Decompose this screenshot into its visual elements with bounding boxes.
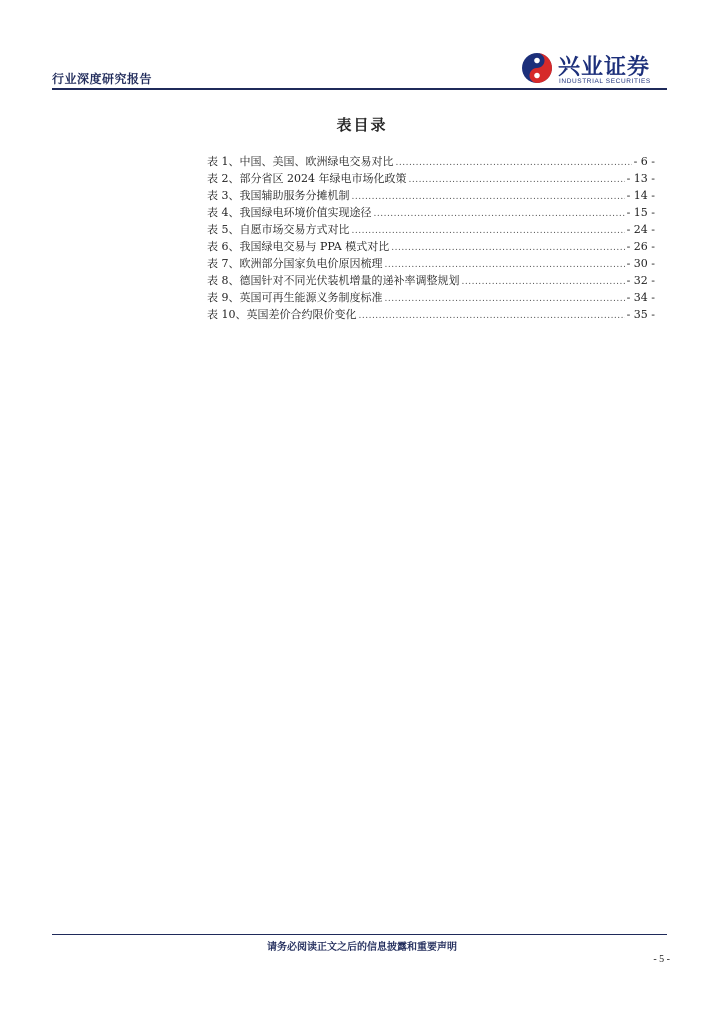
toc-leader-dots bbox=[396, 158, 632, 168]
toc-item-page: - 30 - bbox=[626, 257, 655, 270]
toc-item-label: 表 9、英国可再生能源义务制度标准 bbox=[207, 291, 383, 304]
toc-item-label: 表 7、欧洲部分国家负电价原因梳理 bbox=[207, 257, 383, 270]
toc-leader-dots bbox=[462, 277, 625, 287]
toc-item-page: - 26 - bbox=[626, 240, 655, 253]
toc-item-10[interactable] bbox=[207, 306, 655, 323]
toc-leader-dots bbox=[352, 226, 625, 236]
toc-item-label: 表 2、部分省区 2024 年绿电市场化政策 bbox=[207, 172, 407, 185]
toc-item-7[interactable] bbox=[207, 255, 655, 272]
toc-item-label: 表 6、我国绿电交易与 PPA 模式对比 bbox=[207, 240, 390, 253]
toc-title: 表目录 bbox=[336, 116, 388, 134]
toc-item-8[interactable] bbox=[207, 272, 655, 289]
toc-item-5[interactable] bbox=[207, 221, 655, 238]
toc-item-page: - 24 - bbox=[626, 223, 655, 236]
header-divider bbox=[52, 88, 667, 90]
toc-item-page: - 14 - bbox=[626, 189, 655, 202]
toc-item-page: - 13 - bbox=[626, 172, 655, 185]
toc-item-1[interactable] bbox=[207, 153, 655, 170]
company-name-cn: 兴业证券 bbox=[558, 55, 651, 80]
toc-item-label: 表 8、德国针对不同光伏装机增量的递补率调整规划 bbox=[207, 274, 460, 287]
toc-item-page: - 32 - bbox=[626, 274, 655, 287]
table-of-contents bbox=[207, 153, 655, 323]
footer-divider bbox=[52, 934, 667, 935]
report-type-label: 行业深度研究报告 bbox=[52, 72, 153, 86]
toc-item-label: 表 4、我国绿电环境价值实现途径 bbox=[207, 206, 372, 219]
toc-leader-dots bbox=[352, 192, 625, 202]
toc-leader-dots bbox=[385, 294, 625, 304]
toc-item-page: - 35 - bbox=[626, 308, 655, 321]
toc-leader-dots bbox=[391, 243, 624, 253]
toc-item-page: - 34 - bbox=[626, 291, 655, 304]
toc-leader-dots bbox=[374, 209, 625, 219]
toc-item-label: 表 3、我国辅助服务分摊机制 bbox=[207, 189, 350, 202]
company-name-en: INDUSTRIAL SECURITIES bbox=[559, 78, 651, 85]
toc-leader-dots bbox=[385, 260, 625, 270]
toc-item-page: - 15 - bbox=[626, 206, 655, 219]
toc-item-label: 表 1、中国、美国、欧洲绿电交易对比 bbox=[207, 155, 394, 168]
company-logo-icon bbox=[521, 52, 553, 84]
toc-item-4[interactable] bbox=[207, 204, 655, 221]
toc-item-9[interactable] bbox=[207, 289, 655, 306]
company-logo bbox=[521, 50, 671, 90]
page-number: - 5 - bbox=[653, 954, 670, 965]
toc-item-page: - 6 - bbox=[633, 155, 655, 168]
toc-item-label: 表 10、英国差价合约限价变化 bbox=[207, 308, 357, 321]
disclaimer-notice: 请务必阅读正文之后的信息披露和重要声明 bbox=[267, 942, 457, 953]
toc-item-3[interactable] bbox=[207, 187, 655, 204]
toc-item-2[interactable] bbox=[207, 170, 655, 187]
toc-leader-dots bbox=[408, 175, 624, 185]
toc-item-label: 表 5、自愿市场交易方式对比 bbox=[207, 223, 350, 236]
toc-leader-dots bbox=[359, 311, 625, 321]
toc-item-6[interactable] bbox=[207, 238, 655, 255]
